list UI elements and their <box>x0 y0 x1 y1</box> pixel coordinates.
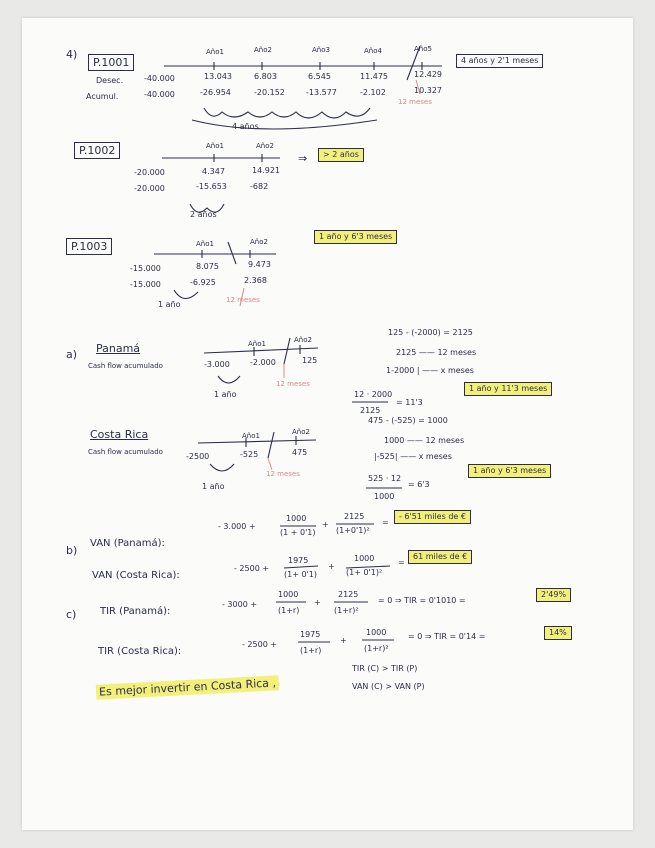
formula-operator: + <box>322 520 329 529</box>
fraction-result: = 6'3 <box>408 480 430 489</box>
formula-term: - 3.000 + <box>218 522 256 531</box>
red-note: 12 meses <box>276 380 310 388</box>
formula-label: VAN (Panamá): <box>90 538 165 549</box>
fraction-numerator: 1000 <box>286 514 307 523</box>
year-label: Año2 <box>250 238 268 246</box>
calc-line: 2125 —— 12 meses <box>396 348 477 357</box>
year-label: Año1 <box>248 340 266 348</box>
fraction-numerator: 1975 <box>300 630 321 639</box>
brace-note: 1 año <box>214 390 237 399</box>
cell: -525 <box>240 450 259 459</box>
fraction-denominator: (1+r)² <box>364 644 389 653</box>
fraction-numerator: 1000 <box>278 590 299 599</box>
year-label: Año4 <box>364 47 382 55</box>
formula-operator: = <box>382 518 389 527</box>
cell: 475 <box>292 448 308 457</box>
formula-label: TIR (Panamá): <box>100 606 171 617</box>
red-note: 12 meses <box>226 296 260 304</box>
row-label: Acumul. <box>86 92 119 101</box>
section-title: Costa Rica <box>90 428 149 441</box>
fraction-numerator: 525 · 12 <box>368 474 402 483</box>
formula-label: TIR (Costa Rica): <box>98 646 182 657</box>
fraction-numerator: 1000 <box>366 628 387 637</box>
section-subtitle: Cash flow acumulado <box>88 448 163 456</box>
calc-line: 475 - (-525) = 1000 <box>368 416 448 425</box>
cell: -15.653 <box>196 182 227 191</box>
conclusion-text: Es mejor invertir en Costa Rica , <box>96 675 280 700</box>
part-label: c) <box>66 608 77 621</box>
fraction-numerator: 1000 <box>354 554 375 563</box>
result-box: 2'49% <box>536 588 571 602</box>
year-label: Año5 <box>414 45 432 53</box>
cell: 10.327 <box>414 86 442 95</box>
fraction-numerator: 2125 <box>338 590 359 599</box>
comparison-van: VAN (C) > VAN (P) <box>352 682 425 691</box>
fraction-denominator: 2125 <box>360 406 381 415</box>
year-label: Año3 <box>312 46 330 54</box>
part-label: b) <box>66 544 78 557</box>
formula-operator: + <box>328 562 335 571</box>
cell: -2.102 <box>360 88 386 97</box>
cell: -26.954 <box>200 88 231 97</box>
cell: -6.925 <box>190 278 216 287</box>
row-label: Desec. <box>96 76 124 85</box>
fraction-denominator: (1+0'1)² <box>336 526 370 535</box>
cell: 6.545 <box>308 72 331 81</box>
year-label: Año2 <box>256 142 274 150</box>
formula-operator: = <box>398 558 405 567</box>
project-tag: P.1003 <box>66 238 112 255</box>
formula-operator: + <box>314 598 321 607</box>
fraction-numerator: 12 · 2000 <box>354 390 393 399</box>
cell: -20.000 <box>134 184 165 193</box>
formula-term: - 3000 + <box>222 600 258 609</box>
result-box: 1 año y 11'3 meses <box>464 382 552 396</box>
cell: -40.000 <box>144 74 175 83</box>
project-tag: P.1002 <box>74 142 120 159</box>
calc-line: |-525| —— x meses <box>374 452 452 461</box>
year-label: Año2 <box>294 336 312 344</box>
result-box: > 2 años <box>318 148 364 162</box>
result-box: 14% <box>544 626 572 640</box>
comparison-tir: TIR (C) > TIR (P) <box>352 664 418 673</box>
cell: -40.000 <box>144 90 175 99</box>
fraction-denominator: (1+r)² <box>334 606 359 615</box>
cell: -3.000 <box>204 360 230 369</box>
result-box: 61 miles de € <box>408 550 472 564</box>
fraction-denominator: (1+ 0'1) <box>284 570 317 579</box>
year-label: Año1 <box>206 48 224 56</box>
cell: -20.000 <box>134 168 165 177</box>
cell: 14.921 <box>252 166 280 175</box>
handwritten-strokes <box>22 18 633 830</box>
fraction-numerator: 1975 <box>288 556 309 565</box>
fraction-denominator: (1+ 0'1)² <box>346 568 383 577</box>
cell: 12.429 <box>414 70 442 79</box>
fraction-numerator: 2125 <box>344 512 365 521</box>
year-label: Año2 <box>254 46 272 54</box>
cell: -2.000 <box>250 358 276 367</box>
result-box: 1 año y 6'3 meses <box>314 230 397 244</box>
cell: 2.368 <box>244 276 267 285</box>
result-box: - 6'51 miles de € <box>394 510 471 524</box>
formula-term: - 2500 + <box>242 640 278 649</box>
calc-line: 1000 —— 12 meses <box>384 436 465 445</box>
cell: -13.577 <box>306 88 337 97</box>
fraction-denominator: (1+r) <box>278 606 300 615</box>
year-label: Año1 <box>196 240 214 248</box>
year-label: Año1 <box>206 142 224 150</box>
calc-line: 1-2000 | —— x meses <box>386 366 474 375</box>
cell: -20.152 <box>254 88 285 97</box>
notebook-page <box>22 18 633 830</box>
cell: 11.475 <box>360 72 388 81</box>
red-note: 12 meses <box>398 98 432 106</box>
cell: 125 <box>302 356 318 365</box>
exercise-number: 4) <box>66 48 78 61</box>
section-title: Panamá <box>96 342 141 355</box>
year-label: Año1 <box>242 432 260 440</box>
brace-note: 4 años <box>232 122 259 131</box>
section-subtitle: Cash flow acumulado <box>88 362 163 370</box>
project-tag: P.1001 <box>88 54 134 71</box>
year-label: Año2 <box>292 428 310 436</box>
red-note: 12 meses <box>266 470 300 478</box>
cell: -682 <box>250 182 269 191</box>
brace-note: 1 año <box>202 482 225 491</box>
fraction-denominator: (1+r) <box>300 646 322 655</box>
part-label: a) <box>66 348 78 361</box>
cell: 8.075 <box>196 262 219 271</box>
cell: 6.803 <box>254 72 277 81</box>
cell: 13.043 <box>204 72 232 81</box>
formula-operator: + <box>340 636 347 645</box>
formula-tail: = 0 ⇒ TIR = 0'14 = <box>408 632 486 641</box>
cell: 4.347 <box>202 167 225 176</box>
cell: -15.000 <box>130 264 161 273</box>
fraction-denominator: (1 + 0'1) <box>280 528 316 537</box>
calc-line: 125 - (-2000) = 2125 <box>388 328 473 337</box>
result-box: 4 años y 2'1 meses <box>456 54 543 68</box>
brace-note: 2 años <box>190 210 217 219</box>
formula-tail: = 0 ⇒ TIR = 0'1010 = <box>378 596 466 605</box>
brace-note: 1 año <box>158 300 181 309</box>
cell: -2500 <box>186 452 210 461</box>
cell: -15.000 <box>130 280 161 289</box>
fraction-denominator: 1000 <box>374 492 395 501</box>
fraction-result: = 11'3 <box>396 398 423 407</box>
formula-term: - 2500 + <box>234 564 270 573</box>
arrow: ⇒ <box>298 152 308 165</box>
result-box: 1 año y 6'3 meses <box>468 464 551 478</box>
cell: 9.473 <box>248 260 271 269</box>
formula-label: VAN (Costa Rica): <box>92 570 180 581</box>
